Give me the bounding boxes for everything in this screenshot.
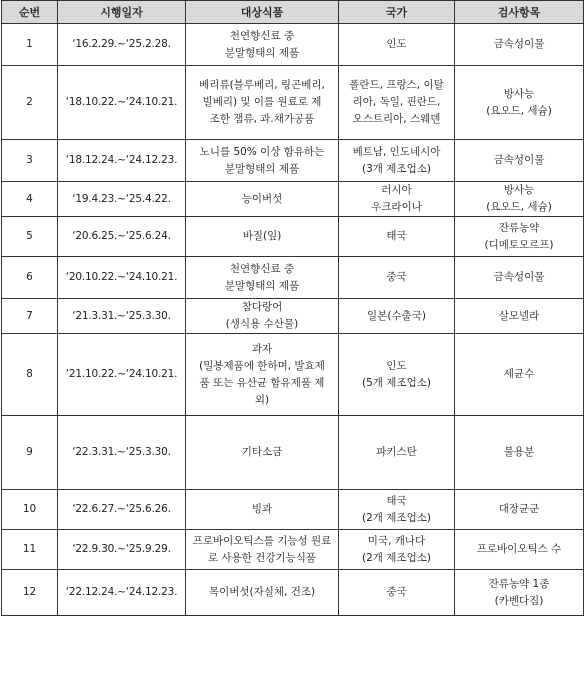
cell-no: 10	[2, 490, 58, 530]
cell-country	[339, 570, 455, 616]
cell-country-line: 태국	[386, 494, 407, 507]
table-row	[2, 217, 584, 257]
cell-test-line: (요오드, 세슘)	[486, 201, 552, 213]
cell-food-line: 능이버섯	[241, 192, 283, 205]
cell-food	[186, 140, 339, 182]
cell-test	[455, 217, 584, 257]
cell-period: ‘22.6.27.~‘25.6.26.	[58, 490, 186, 530]
table-row	[2, 490, 584, 530]
cell-country-line: 중국	[386, 586, 407, 598]
cell-food-line: 로 사용한 건강기능식품	[207, 551, 317, 564]
cell-test-line: (디메토모르프)	[484, 238, 554, 251]
cell-food-line: 품 또는 유산균 함유제품 제	[199, 376, 325, 389]
cell-food	[186, 182, 339, 217]
cell-period: ‘19.4.23.~‘25.4.22.	[58, 182, 186, 217]
cell-test-line: 금속성이물	[493, 154, 545, 166]
cell-country-line: 미국, 캐나다	[367, 534, 426, 547]
cell-no: 9	[2, 416, 58, 490]
cell-period: ‘22.9.30.~‘25.9.29.	[58, 530, 186, 570]
cell-country-line: 태국	[386, 230, 407, 242]
header-period: 시행일자	[58, 1, 186, 24]
cell-country-line: 인도	[386, 359, 407, 372]
cell-no: 6	[2, 257, 58, 299]
table-body	[2, 24, 584, 616]
cell-food	[186, 416, 339, 490]
cell-test-line: 금속성이물	[493, 38, 545, 50]
cell-country	[339, 257, 455, 299]
cell-food-line: 참다랑어	[241, 301, 283, 313]
import-inspection-table	[1, 0, 584, 616]
cell-food-line: 기타소금	[241, 446, 283, 458]
cell-food-line: 목이버섯(자실체, 건조)	[208, 586, 316, 598]
cell-country-line: 러시아	[381, 184, 412, 196]
cell-food-line: 바질(잎)	[242, 230, 282, 242]
cell-no: 11	[2, 530, 58, 570]
cell-test-line: 방사능	[503, 87, 535, 100]
cell-test-line: 대장균군	[498, 503, 540, 515]
cell-food	[186, 257, 339, 299]
table-row	[2, 530, 584, 570]
header-no: 순번	[2, 1, 58, 24]
cell-food-line: 빙과	[251, 503, 273, 515]
cell-test-line: 방사능	[503, 184, 535, 196]
cell-test	[455, 140, 584, 182]
cell-country-line: 인도	[386, 38, 407, 50]
cell-food-line: 빌베리) 및 이를 원료로 제	[202, 96, 322, 108]
cell-test-line: 금속성이물	[493, 271, 545, 283]
cell-food-line: 외)	[254, 393, 270, 406]
cell-no: 2	[2, 66, 58, 140]
cell-food-line: 천연향신료 중	[229, 262, 295, 275]
cell-test	[455, 66, 584, 140]
cell-food-line: 과자	[251, 342, 273, 355]
cell-food-line: 천연향신료 중	[229, 29, 295, 42]
cell-food	[186, 66, 339, 140]
table-row	[2, 182, 584, 217]
cell-test	[455, 257, 584, 299]
cell-test-line: 세균수	[503, 368, 535, 380]
cell-test	[455, 530, 584, 570]
cell-country	[339, 140, 455, 182]
cell-period: ‘18.10.22.~‘24.10.21.	[58, 66, 186, 140]
cell-food	[186, 530, 339, 570]
cell-period: ‘16.2.29.~‘25.2.28.	[58, 24, 186, 66]
cell-country	[339, 24, 455, 66]
cell-period: ‘20.6.25.~‘25.6.24.	[58, 217, 186, 257]
cell-food	[186, 490, 339, 530]
cell-test-line: 불용분	[503, 446, 535, 458]
cell-test	[455, 334, 584, 416]
cell-country	[339, 217, 455, 257]
cell-country	[339, 66, 455, 140]
cell-country-line: 베트남, 인도네시아	[352, 145, 441, 158]
cell-food	[186, 334, 339, 416]
cell-food-line: 노니를 50% 이상 함유하는	[199, 145, 325, 158]
cell-country-line: 우크라이나	[371, 201, 422, 213]
cell-no: 1	[2, 24, 58, 66]
cell-food-line: 베리류(블루베리, 링곤베리,	[199, 79, 325, 91]
cell-country-line: 중국	[386, 271, 407, 283]
cell-period: ‘22.12.24.~‘24.12.23.	[58, 570, 186, 616]
cell-test-line: (카벤다짐)	[494, 594, 544, 607]
cell-country	[339, 530, 455, 570]
table-row	[2, 416, 584, 490]
cell-food-line: 조한 잼류, 과.채가공품	[209, 113, 315, 125]
cell-country	[339, 490, 455, 530]
cell-period: ‘22.3.31.~‘25.3.30.	[58, 416, 186, 490]
cell-food-line: 분말형태의 제품	[224, 162, 300, 175]
cell-food-line: (생식용 수산물)	[225, 318, 299, 330]
header-test: 검사항목	[455, 1, 584, 24]
cell-period: ‘21.3.31.~‘25.3.30.	[58, 299, 186, 334]
cell-country	[339, 334, 455, 416]
cell-test-line: (요오드, 세슘)	[486, 104, 552, 117]
cell-country-line: 폴란드, 프랑스, 이탈	[349, 79, 444, 91]
table-row	[2, 334, 584, 416]
cell-no: 8	[2, 334, 58, 416]
table-row	[2, 140, 584, 182]
cell-test	[455, 299, 584, 334]
cell-test	[455, 24, 584, 66]
cell-country	[339, 182, 455, 217]
cell-test-line: 프로바이오틱스 수	[476, 543, 562, 555]
cell-food	[186, 217, 339, 257]
cell-test-line: 잔류농약 1종	[488, 577, 550, 590]
cell-country-line: (3개 제조업소)	[362, 162, 431, 175]
cell-test	[455, 570, 584, 616]
cell-country	[339, 299, 455, 334]
header-food: 대상식품	[186, 1, 339, 24]
cell-food-line: 분말형태의 제품	[224, 279, 300, 292]
cell-no: 4	[2, 182, 58, 217]
table-row	[2, 66, 584, 140]
cell-test-line: 살모넬라	[498, 309, 540, 322]
cell-no: 3	[2, 140, 58, 182]
cell-food-line: (밀봉제품에 한하며, 발효제	[199, 359, 325, 372]
cell-test	[455, 182, 584, 217]
cell-no: 7	[2, 299, 58, 334]
table-row	[2, 570, 584, 616]
cell-country-line: (2개 제조업소)	[362, 511, 431, 524]
cell-period: ‘20.10.22.~‘24.10.21.	[58, 257, 186, 299]
cell-country-line: 오스트리아, 스웨덴	[352, 113, 441, 125]
cell-period: ‘18.12.24.~‘24.12.23.	[58, 140, 186, 182]
header-country: 국가	[339, 1, 455, 24]
cell-period: ‘21.10.22.~‘24.10.21.	[58, 334, 186, 416]
cell-no: 5	[2, 217, 58, 257]
table-header-row	[2, 1, 584, 24]
cell-no: 12	[2, 570, 58, 616]
cell-country-line: (5개 제조업소)	[362, 376, 431, 389]
table-row	[2, 299, 584, 334]
cell-country-line: 일본(수출국)	[367, 309, 426, 322]
cell-country	[339, 416, 455, 490]
cell-country-line: 파키스탄	[376, 446, 417, 458]
cell-country-line: 리아, 독일, 핀란드,	[352, 96, 441, 108]
cell-food	[186, 299, 339, 334]
cell-food-line: 분말형태의 제품	[224, 46, 300, 59]
table-row	[2, 24, 584, 66]
cell-food	[186, 24, 339, 66]
table-row	[2, 257, 584, 299]
cell-food	[186, 570, 339, 616]
cell-test-line: 잔류농약	[498, 221, 540, 234]
cell-country-line: (2개 제조업소)	[362, 551, 431, 564]
cell-test	[455, 416, 584, 490]
cell-test	[455, 490, 584, 530]
cell-food-line: 프로바이오틱스를 기능성 원료	[192, 534, 332, 547]
